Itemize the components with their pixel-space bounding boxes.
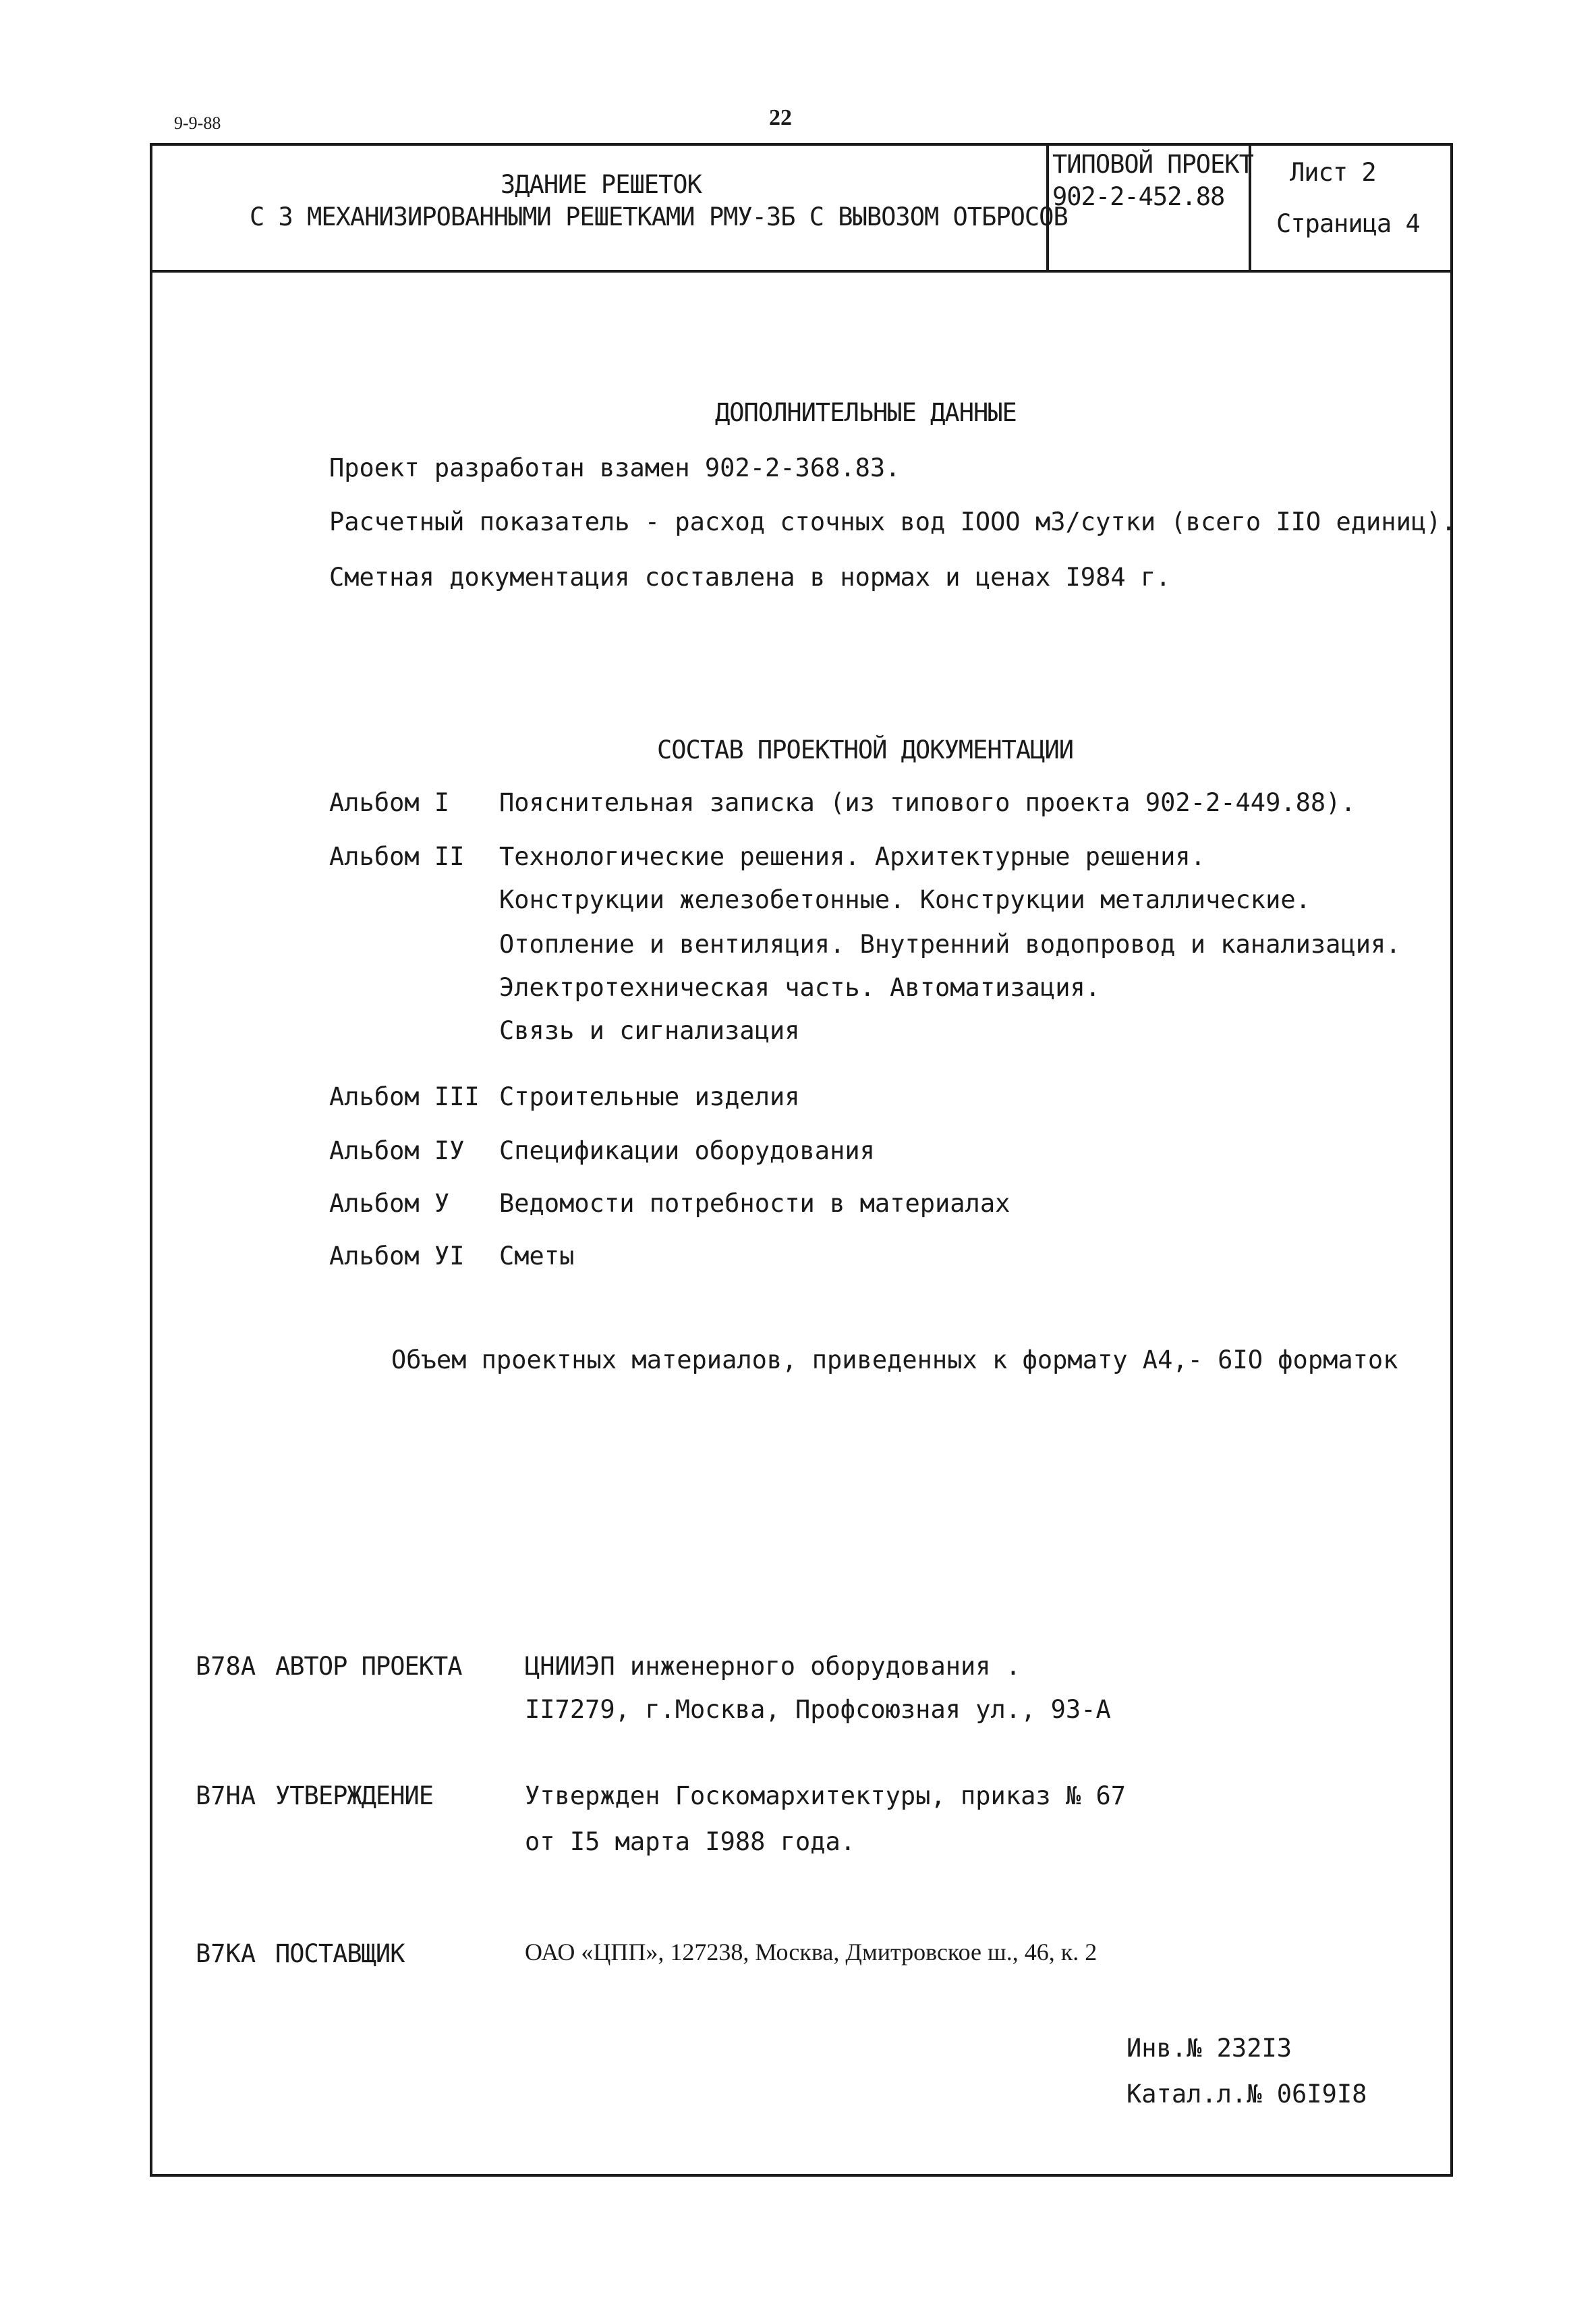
print-date: 9-9-88 [174, 113, 221, 133]
album-2-line-4: Электротехническая часть. Автоматизация. [499, 973, 1101, 1002]
header-title-line2: С 3 МЕХАНИЗИРОВАННЫМИ РЕШЕТКАМИ РМУ-3Б С ВЫВОЗОМ ОТБРОСОВ [250, 202, 1068, 231]
credit-2-line-2: от I5 марта I988 года. [525, 1827, 856, 1856]
credit-2-code: В7НА [196, 1781, 256, 1810]
credit-2-line-1: Утвержден Госкомархитектуры, приказ № 67 [525, 1781, 1127, 1810]
album-3-line-1: Строительные изделия [499, 1082, 800, 1111]
header-project-number: 902-2-452.88 [1052, 182, 1225, 211]
album-3-label: Альбом III [329, 1082, 480, 1111]
album-1-line-1: Пояснительная записка (из типового проекта 902-2-449.88). [499, 788, 1356, 817]
credit-1-role: АВТОР ПРОЕКТА [275, 1652, 462, 1681]
album-5-label: Альбом У [329, 1189, 450, 1218]
credit-1-line-2: II7279, г.Москва, Профсоюзная ул., 93-А [525, 1695, 1111, 1724]
volume-note: Объем проектных материалов, приведенных к формату А4,- 6IO форматок [391, 1345, 1398, 1374]
album-1-label: Альбом I [329, 788, 450, 817]
catalog-number: Катал.л.№ 06I9I8 [1127, 2080, 1367, 2109]
header-sheet: Лист 2 [1290, 158, 1376, 187]
album-4-label: Альбом IУ [329, 1136, 465, 1165]
album-2-line-3: Отопление и вентиляция. Внутренний водопровод и канализация. [499, 930, 1401, 959]
additional-heading: ДОПОЛНИТЕЛЬНЫЕ ДАННЫЕ [715, 398, 1017, 427]
credit-1-code: В78А [196, 1652, 256, 1681]
header-project-label: ТИПОВОЙ ПРОЕКТ [1052, 150, 1253, 179]
additional-line-1: Проект разработан взамен 902-2-368.83. [329, 453, 901, 482]
header-title-line1: ЗДАНИЕ РЕШЕТОК [501, 170, 702, 199]
composition-heading: СОСТАВ ПРОЕКТНОЙ ДОКУМЕНТАЦИИ [657, 735, 1074, 764]
header-divider [150, 270, 1453, 273]
album-5-line-1: Ведомости потребности в материалах [499, 1189, 1010, 1218]
inventory-number: Инв.№ 232I3 [1127, 2034, 1292, 2063]
album-2-line-2: Конструкции железобетонные. Конструкции металлические. [499, 885, 1311, 914]
album-2-line-1: Технологические решения. Архитектурные решения. [499, 842, 1205, 871]
page-number: 22 [769, 105, 792, 130]
credit-1-line-1: ЦНИИЭП инженерного оборудования . [525, 1652, 1021, 1681]
album-6-label: Альбом УI [329, 1242, 465, 1271]
header-page: Страница 4 [1276, 209, 1420, 238]
album-2-label: Альбом II [329, 842, 465, 871]
credit-2-role: УТВЕРЖДЕНИЕ [275, 1781, 434, 1810]
additional-line-2: Расчетный показатель - расход сточных вод IOOO м3/сутки (всего IIO единиц). [329, 507, 1456, 536]
album-2-line-5: Связь и сигнализация [499, 1016, 800, 1045]
additional-line-3: Сметная документация составлена в нормах и ценах I984 г. [329, 563, 1171, 592]
album-6-line-1: Сметы [499, 1242, 575, 1271]
album-4-line-1: Спецификации оборудования [499, 1136, 875, 1165]
credit-3-code: В7КА [196, 1939, 256, 1968]
credit-3-role: ПОСТАВЩИК [275, 1939, 405, 1968]
credit-3-line-1: ОАО «ЦПП», 127238, Москва, Дмитровское ш., 46, к. 2 [525, 1939, 1098, 1966]
